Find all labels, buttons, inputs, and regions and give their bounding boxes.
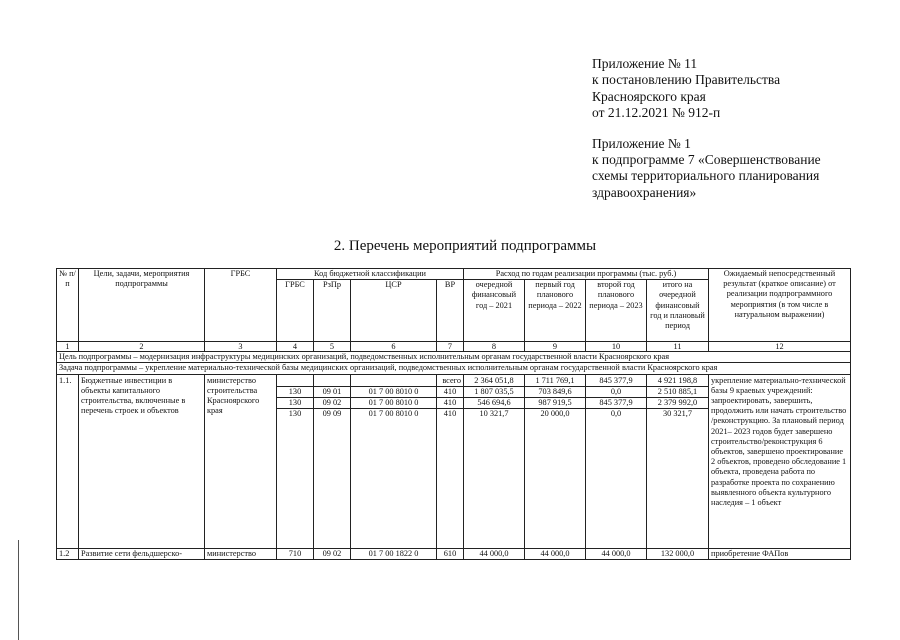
appendix-header xyxy=(592,56,892,215)
line-vr: 410 xyxy=(437,398,464,409)
activities-table-wrap xyxy=(56,268,851,560)
appendix-line: схемы территориального планирования xyxy=(592,168,820,184)
header-expenses: Расход по годам реализации программы (тыс. руб.) xyxy=(464,269,709,280)
row2-rzpr: 09 02 xyxy=(314,549,351,560)
header-2023: второй год планового периода – 2023 xyxy=(586,280,647,342)
line-2022: 987 919,5 xyxy=(525,398,586,409)
task-text: Задача подпрограммы – укрепление материально-технической базы медицинских организаций, подведомственных исполнительным органам государственной власти Красноярского края xyxy=(57,363,851,374)
appendix-line: здравоохранения» xyxy=(592,184,697,200)
line-vr: 410 xyxy=(437,386,464,397)
col-number: 2 xyxy=(79,342,205,352)
line-2023: 0,0 xyxy=(586,409,647,549)
activities-table xyxy=(56,268,851,560)
line-rzpr: 09 01 xyxy=(314,386,351,397)
line-csr: 01 7 00 8010 0 xyxy=(351,398,437,409)
col-number: 11 xyxy=(647,342,709,352)
goal-text: Цель подпрограммы – модернизация инфраструктуры медицинских организаций, подведомственных исполнительным органам государственной власти Красноярского края xyxy=(57,352,851,363)
header-2022: первый год планового периода – 2022 xyxy=(525,280,586,342)
row2-sum: 132 000,0 xyxy=(647,549,709,560)
col-number: 10 xyxy=(586,342,647,352)
row1-grbs: министерство строительства Красноярского края xyxy=(205,374,277,549)
row2-grbs: 710 xyxy=(277,549,314,560)
row1-total-2022: 1 711 769,1 xyxy=(525,374,586,386)
line-sum: 2 510 885,1 xyxy=(647,386,709,397)
activity-row-1-total xyxy=(57,374,851,386)
header-result: Ожидаемый непосредственный результат (краткое описание) от реализации подпрограммного мероприятия (в том числе в натуральном выражении) xyxy=(709,269,851,342)
line-vr: 410 xyxy=(437,409,464,549)
header-total: итого на очередной финансовый год и плановый период xyxy=(647,280,709,342)
line-rzpr: 09 02 xyxy=(314,398,351,409)
header-grbs-code: ГРБС xyxy=(277,280,314,342)
col-number: 3 xyxy=(205,342,277,352)
row2-2021: 44 000,0 xyxy=(464,549,525,560)
scan-edge-line xyxy=(18,540,19,640)
section-title: 2. Перечень мероприятий подпрограммы xyxy=(333,238,597,254)
appendix-1 xyxy=(592,136,892,202)
line-2022: 20 000,0 xyxy=(525,409,586,549)
row1-csr-empty xyxy=(351,374,437,386)
line-grbs: 130 xyxy=(277,386,314,397)
appendix-line: от 21.12.2021 № 912-п xyxy=(592,105,721,121)
line-grbs: 130 xyxy=(277,409,314,549)
row2-2022: 44 000,0 xyxy=(525,549,586,560)
col-number: 8 xyxy=(464,342,525,352)
row1-result: укрепление материально-технической базы 9 краевых учреждений: запроектировать, завершить, продолжить или начать строительство /реконструкцию. За плановый период 2021– 2023 годов будет завершено строительство/реконструкция 6 объектов, завершено проектирование 2 объектов, проведено обследование 1 объекта, проведена работа по разработке проекта по сохранению выявленного объекта культурного наследия – 1 объект xyxy=(709,374,851,549)
line-grbs: 130 xyxy=(277,398,314,409)
line-csr: 01 7 00 8010 0 xyxy=(351,409,437,549)
col-number: 1 xyxy=(57,342,79,352)
row2-csr: 01 7 00 1822 0 xyxy=(351,549,437,560)
row2-name: Развитие сети фельдшерско- xyxy=(79,549,205,560)
appendix-line: Приложение № 11 xyxy=(592,56,698,71)
line-2021: 546 694,6 xyxy=(464,398,525,409)
line-2021: 1 807 035,5 xyxy=(464,386,525,397)
line-2023: 0,0 xyxy=(586,386,647,397)
col-number: 4 xyxy=(277,342,314,352)
header-rzpr: РзПр xyxy=(314,280,351,342)
line-sum: 30 321,7 xyxy=(647,409,709,549)
header-budget-code: Код бюджетной классификации xyxy=(277,269,464,280)
row1-total-2021: 2 364 051,8 xyxy=(464,374,525,386)
row1-total-label: всего xyxy=(437,374,464,386)
row1-grbs-empty xyxy=(277,374,314,386)
row2-2023: 44 000,0 xyxy=(586,549,647,560)
column-numbers-row xyxy=(57,342,851,352)
task-row xyxy=(57,363,851,374)
header-vr: ВР xyxy=(437,280,464,342)
appendix-line: Красноярского края xyxy=(592,88,706,104)
header-csr: ЦСР xyxy=(351,280,437,342)
header-row-1 xyxy=(57,269,851,280)
line-csr: 01 7 00 8010 0 xyxy=(351,386,437,397)
col-number: 7 xyxy=(437,342,464,352)
row1-num: 1.1. xyxy=(57,374,79,549)
line-sum: 2 379 992,0 xyxy=(647,398,709,409)
col-number: 12 xyxy=(709,342,851,352)
row1-total-sum: 4 921 198,8 xyxy=(647,374,709,386)
col-number: 6 xyxy=(351,342,437,352)
activity-row-2 xyxy=(57,549,851,560)
row2-result: приобретение ФАПов xyxy=(709,549,851,560)
goal-row xyxy=(57,352,851,363)
appendix-line: к подпрограмме 7 «Совершенствование xyxy=(592,152,821,168)
col-number: 9 xyxy=(525,342,586,352)
row1-total-2023: 845 377,9 xyxy=(586,374,647,386)
row1-name: Бюджетные инвестиции в объекты капитального строительства, включенные в перечень строек и объектов xyxy=(79,374,205,549)
header-num: № п/п xyxy=(57,269,79,342)
line-rzpr: 09 09 xyxy=(314,409,351,549)
appendix-11 xyxy=(592,56,892,122)
col-number: 5 xyxy=(314,342,351,352)
row2-vr: 610 xyxy=(437,549,464,560)
header-grbs: ГРБС xyxy=(205,269,277,342)
header-goals: Цели, задачи, мероприятия подпрограммы xyxy=(79,269,205,342)
appendix-line: Приложение № 1 xyxy=(592,135,691,151)
row1-rzpr-empty xyxy=(314,374,351,386)
line-2022: 703 849,6 xyxy=(525,386,586,397)
header-2021: очередной финансовый год – 2021 xyxy=(464,280,525,342)
row2-grbs-org: министерство xyxy=(205,549,277,560)
line-2021: 10 321,7 xyxy=(464,409,525,549)
line-2023: 845 377,9 xyxy=(586,398,647,409)
appendix-line: к постановлению Правительства xyxy=(592,72,781,88)
row2-num: 1.2 xyxy=(57,549,79,560)
